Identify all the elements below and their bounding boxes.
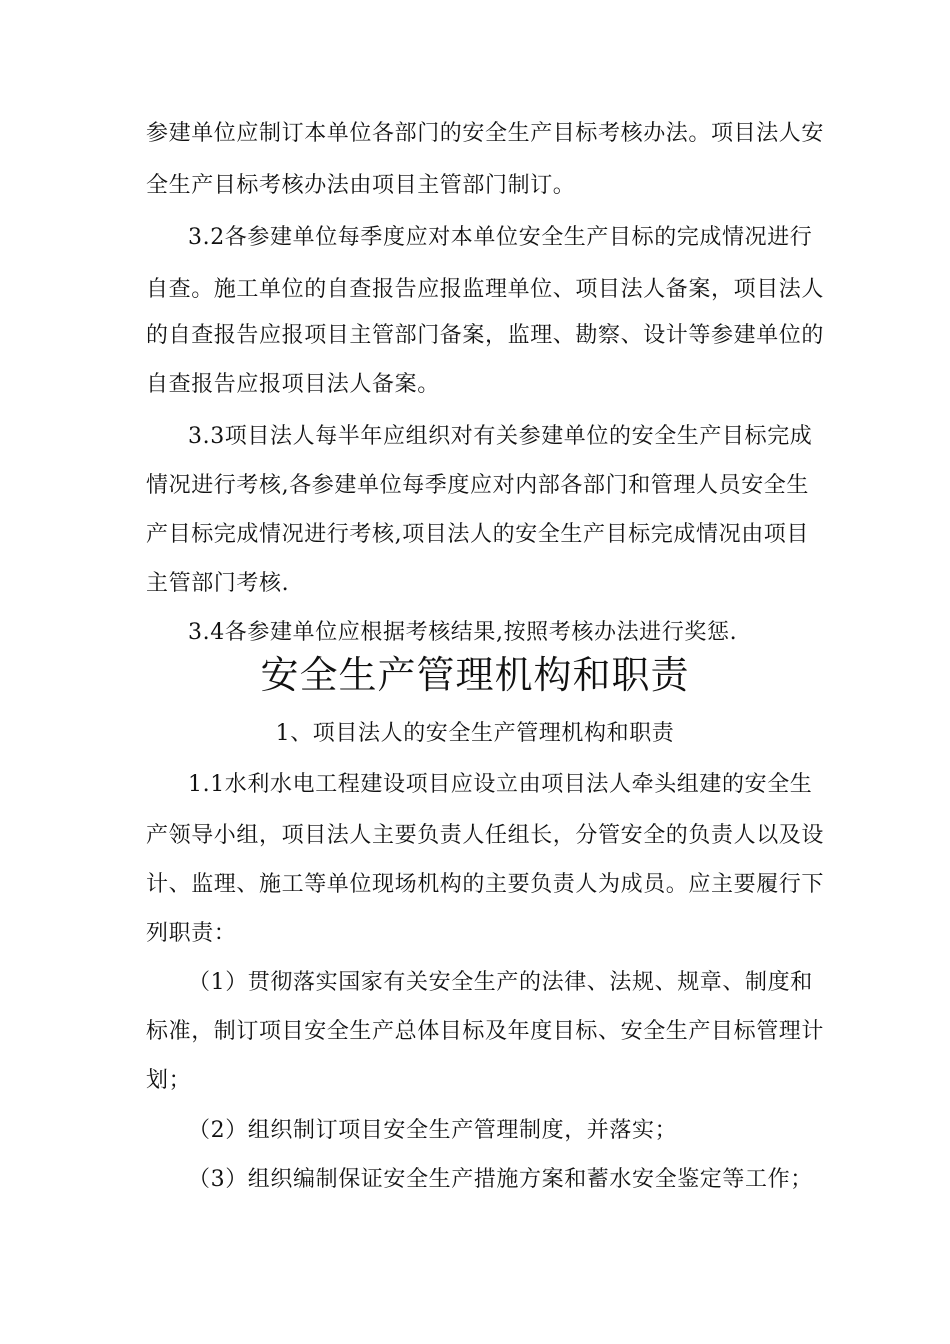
paragraph-line: 计、监理、施工等单位现场机构的主要负责人为成员。应主要履行下 bbox=[146, 872, 825, 897]
paragraph-line: 情况进行考核,各参建单位每季度应对内部各部门和管理人员安全生 bbox=[146, 473, 809, 498]
paragraph-line: 列职责： bbox=[146, 921, 237, 946]
paragraph-line: 的自查报告应报项目主管部门备案，监理、勘察、设计等参建单位的 bbox=[146, 323, 825, 348]
paragraph-line: 1.1水利水电工程建设项目应设立由项目法人牵头组建的安全生 bbox=[188, 772, 813, 797]
paragraph-line: 3.3项目法人每半年应组织对有关参建单位的安全生产目标完成 bbox=[188, 424, 813, 449]
section-title: 安全生产管理机构和职责 bbox=[260, 653, 690, 697]
section-subtitle: 1、项目法人的安全生产管理机构和职责 bbox=[275, 721, 675, 746]
paragraph-line: 产目标完成情况进行考核,项目法人的安全生产目标完成情况由项目 bbox=[146, 522, 809, 547]
paragraph-line: （3）组织编制保证安全生产措施方案和蓄水安全鉴定等工作； bbox=[188, 1167, 813, 1192]
paragraph-line: （1）贯彻落实国家有关安全生产的法律、法规、规章、制度和 bbox=[188, 970, 813, 995]
paragraph-line: 3.4各参建单位应根据考核结果,按照考核办法进行奖惩. bbox=[188, 620, 738, 645]
paragraph-line: （2）组织制订项目安全生产管理制度，并落实； bbox=[188, 1118, 678, 1143]
paragraph-line: 全生产目标考核办法由项目主管部门制订。 bbox=[146, 173, 576, 198]
paragraph-line: 标准，制订项目安全生产总体目标及年度目标、安全生产目标管理计 bbox=[146, 1019, 825, 1044]
paragraph-line: 自查报告应报项目法人备案。 bbox=[146, 372, 440, 397]
paragraph-line: 产领导小组，项目法人主要负责人任组长，分管安全的负责人以及设 bbox=[146, 823, 825, 848]
paragraph-line: 自查。施工单位的自查报告应报监理单位、项目法人备案，项目法人 bbox=[146, 277, 825, 302]
paragraph-line: 划； bbox=[146, 1068, 192, 1093]
paragraph-line: 参建单位应制订本单位各部门的安全生产目标考核办法。项目法人安 bbox=[146, 121, 825, 146]
paragraph-line: 3.2各参建单位每季度应对本单位安全生产目标的完成情况进行 bbox=[188, 225, 813, 250]
paragraph-line: 主管部门考核. bbox=[146, 571, 290, 596]
